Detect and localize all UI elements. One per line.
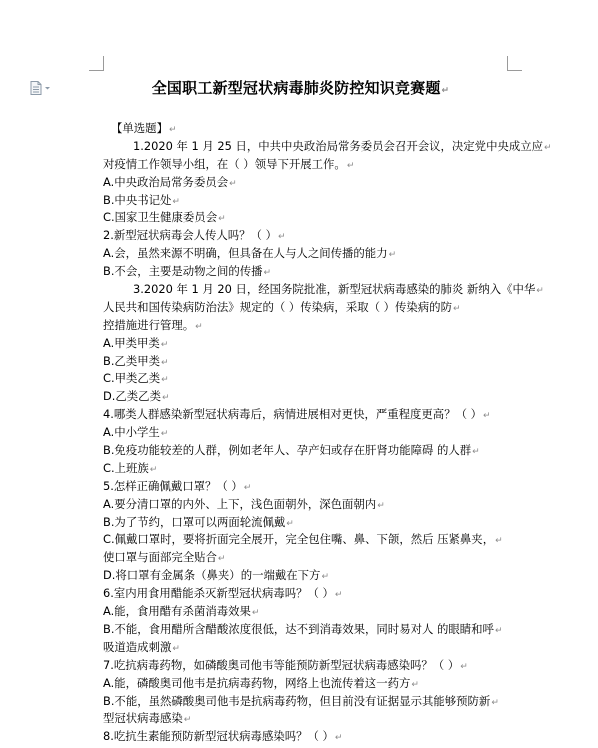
- paragraph-mark-icon: [264, 268, 272, 278]
- text-line-content: A.要分清口罩的内外、上下，浅色面朝外，深色面朝内: [103, 496, 377, 511]
- paragraph-mark-icon: [453, 304, 461, 314]
- paragraph-mark-icon: [161, 340, 169, 350]
- crop-mark-top-left: [89, 56, 104, 71]
- text-line-content: B.不能，虽然磷酸奥司他韦是抗病毒药物，但目前没有证据显示其能够预防新: [103, 693, 491, 708]
- text-line: [103, 138, 544, 156]
- text-line-content: B.为了节约，口罩可以两面轮流佩戴: [103, 514, 286, 529]
- text-line-content: A.中小学生: [103, 425, 160, 440]
- paragraph-mark-icon: [495, 536, 503, 546]
- paragraph-mark-icon: [162, 393, 170, 403]
- paragraph-mark-icon: [218, 554, 226, 564]
- text-line-content: C.甲类乙类: [103, 371, 161, 386]
- text-line-content: B.免疫功能较差的人群，例如老年人、孕产妇或存在肝肾功能障碍 的人群: [103, 443, 472, 458]
- text-line: [103, 531, 523, 549]
- document-body: [103, 120, 544, 746]
- section-header: 【单选题】 ↵: [103, 120, 523, 138]
- text-line-content: A.能，食用醋有杀菌消毒效果: [103, 604, 251, 619]
- text-line: [103, 460, 523, 478]
- text-line: [103, 424, 523, 442]
- text-line-content: 人民共和国传染病防治法》规定的（ ）传染病，采取（ ）传染病的防: [103, 299, 452, 314]
- paragraph-mark-icon: [472, 447, 480, 457]
- text-line: [103, 442, 523, 460]
- paragraph-mark-icon: [252, 608, 260, 618]
- text-line-content: D.乙类乙类: [103, 389, 161, 404]
- text-line: [103, 299, 523, 317]
- text-line: [103, 353, 523, 371]
- text-line: [103, 406, 523, 424]
- paragraph-mark-icon: [491, 698, 499, 708]
- text-line-content: B.不会，主要是动物之间的传播: [103, 264, 263, 279]
- paragraph-mark-icon: [335, 590, 343, 600]
- text-line-content: 2.新型冠状病毒会人传人吗？（ ）: [103, 228, 277, 243]
- paragraph-mark-icon: [536, 286, 544, 296]
- paragraph-mark-icon: [286, 519, 294, 529]
- text-line: [103, 514, 523, 532]
- text-line: [103, 245, 523, 263]
- text-line: [103, 192, 523, 210]
- text-line: [103, 621, 523, 639]
- text-line-content: 6.室内用食用醋能杀灭新型冠状病毒吗？（ ）: [103, 586, 334, 601]
- paragraph-mark-icon: [161, 375, 169, 385]
- text-line: [103, 478, 523, 496]
- text-line: [103, 335, 523, 353]
- text-line-content: C.上班族: [103, 460, 149, 475]
- paragraph-mark-icon: [229, 179, 237, 189]
- document-layout-icon[interactable]: [30, 80, 52, 94]
- text-line: [103, 496, 523, 514]
- paragraph-mark-icon: [495, 626, 503, 636]
- text-line-content: C.佩戴口罩时，要将折面完全展开，完全包住嘴、鼻、下颌，然后 压紧鼻夹，: [103, 532, 495, 547]
- paragraph-mark-icon: [150, 465, 158, 475]
- text-line-content: 5.怎样正确佩戴口罩？（ ）: [103, 478, 243, 493]
- text-line-content: 型冠状病毒感染: [103, 711, 183, 726]
- paragraph-mark-icon: [278, 232, 286, 242]
- paragraph-mark-icon: [460, 662, 468, 672]
- paragraph-mark-icon: [321, 572, 329, 582]
- text-line-content: A.中央政治局常务委员会: [103, 174, 229, 189]
- text-line-content: A.能，磷酸奥司他韦是抗病毒药物，网络上也流传着这一药方: [103, 675, 411, 690]
- text-line: [103, 693, 523, 711]
- text-line-content: 吸道造成刺激: [103, 639, 172, 654]
- paragraph-mark-icon: [184, 715, 192, 725]
- paragraph-mark-icon: [483, 411, 491, 421]
- paragraph-mark-icon: [544, 143, 552, 153]
- text-line: [103, 227, 523, 245]
- text-line-content: 1.2020 年 1 月 25 日，中共中央政治局常务委员会召开会议，决定党中央成立应: [133, 138, 544, 153]
- text-line-content: D.将口罩有金属条（鼻夹）的一端戴在下方: [103, 568, 321, 583]
- text-line-content: A.甲类甲类: [103, 335, 160, 350]
- text-line: [103, 728, 523, 746]
- text-line: [103, 549, 523, 567]
- text-line: [103, 281, 536, 299]
- paragraph-mark-icon: [389, 250, 397, 260]
- text-line-content: 8.吃抗生素能预防新型冠状病毒感染吗？（ ）: [103, 729, 334, 744]
- text-line-content: 3.2020 年 1 月 20 日，经国务院批准，新型冠状病毒感染的肺炎 新纳入《中华: [133, 282, 536, 297]
- text-line: [103, 657, 523, 675]
- paragraph-mark-icon: [172, 644, 180, 654]
- text-line: [103, 317, 523, 335]
- paragraph-mark-icon: [411, 680, 419, 690]
- text-line: [103, 639, 523, 657]
- text-line: [103, 710, 523, 728]
- text-line: [103, 209, 523, 227]
- page-title: 全国职工新型冠状病毒肺炎防控知识竞赛题 ↵: [103, 77, 498, 98]
- text-line: [103, 585, 523, 603]
- text-line-content: 对疫情工作领导小组，在（ ）领导下开展工作。: [103, 156, 346, 171]
- text-line: [103, 156, 523, 174]
- paragraph-mark-icon: [347, 161, 355, 171]
- text-line: [103, 388, 523, 406]
- paragraph-mark-icon: [172, 197, 180, 207]
- paragraph-mark-icon: [377, 501, 385, 511]
- text-line-content: 7.吃抗病毒药物，如磷酸奥司他韦等能预防新型冠状病毒感染吗？（ ）: [103, 657, 460, 672]
- text-line: [103, 675, 523, 693]
- text-line: [103, 603, 523, 621]
- text-line-content: B.不能，食用醋所含醋酸浓度很低，达不到消毒效果，同时易对人 的眼睛和呼: [103, 621, 494, 636]
- paragraph-mark-icon: [244, 483, 252, 493]
- text-line-content: B.中央书记处: [103, 192, 172, 207]
- paragraph-mark-icon: [218, 214, 226, 224]
- paragraph-mark-icon: [195, 322, 203, 332]
- text-line: [103, 567, 523, 585]
- paragraph-mark-icon: [335, 733, 343, 743]
- text-line-content: C.国家卫生健康委员会: [103, 210, 218, 225]
- text-line-content: 使口罩与面部完全贴合: [103, 550, 217, 565]
- text-line-content: B.乙类甲类: [103, 353, 160, 368]
- text-line-content: 4.哪类人群感染新型冠状病毒后，病情进展相对更快，严重程度更高？（ ）: [103, 407, 482, 422]
- paragraph-mark-icon: [161, 429, 169, 439]
- text-line: [103, 263, 523, 281]
- text-line: [103, 370, 523, 388]
- text-line-content: A.会，虽然来源不明确，但具备在人与人之间传播的能力: [103, 246, 388, 261]
- crop-mark-top-right: [507, 56, 522, 71]
- paragraph-mark-icon: [161, 358, 169, 368]
- text-line-content: 控措施进行管理。: [103, 317, 195, 332]
- text-line: [103, 174, 523, 192]
